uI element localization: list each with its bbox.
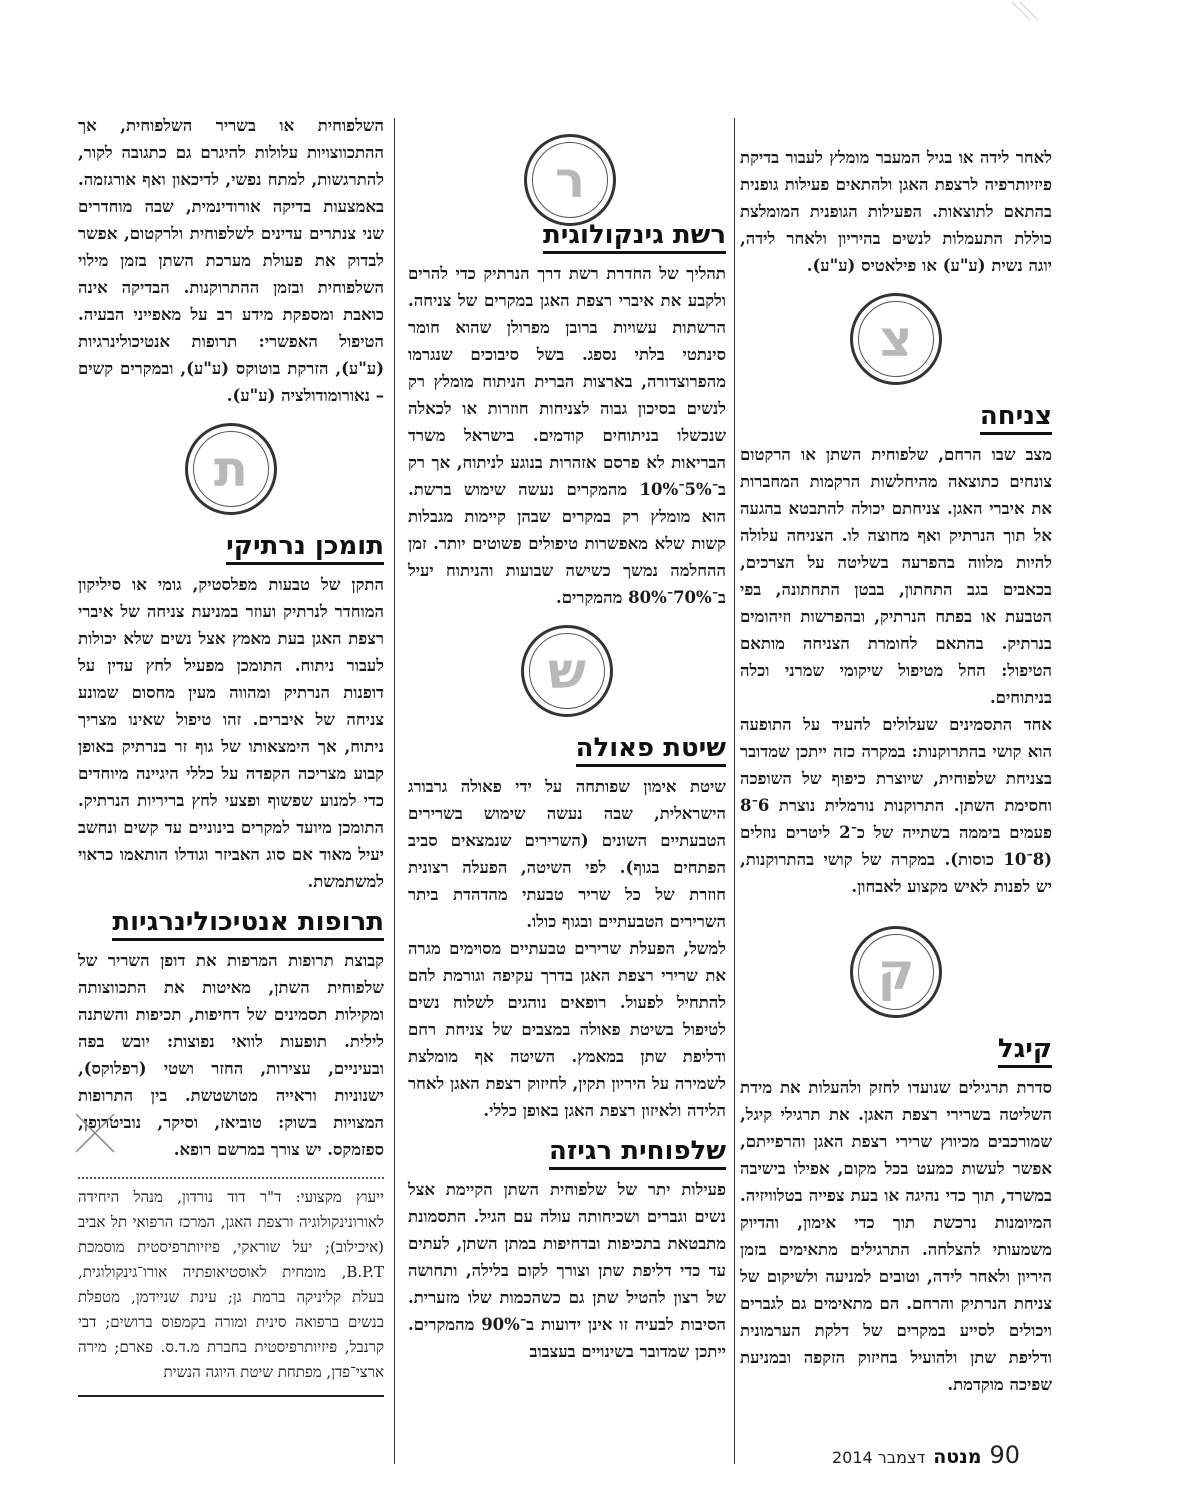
- kegel-paragraph: סדרת תרגילים שנועדו לחזק ולהעלות את מידת השליטה בשרירי רצפת האגן. את תרגילי קיגל, שמורכבים מכיווץ שרירי רצפת האגן והרפייתם, אפשר לעשות כמעט בכל מקום, אפילו בישיבה במשרד, תוך כדי נהיגה או בעת צפייה בטלוויזיה. המיומנות נרכשת תוך כדי אימון, והדיוק משמעותי להצלחה. התרגילים מתאימים בזמן היריון ולאחר לידה, וטובים למניעה ולשיקום של צניחת הנרתיק והרחם. הם מתאימים גם לגברים ויכולים לסייע במקרים של דלקת הערמונית ודליפת שתן ולהועיל בחיזוק הזקפה ובמניעת שפיכה מוקדמת.: [740, 1078, 1052, 1394]
- paula-paragraph-1: שיטת אימון שפותחה על ידי פאולה גרבורג הישראלית, שבה נעשה שימוש בשרירים הטבעתיים השונים (השרירים שנמצאים סביב הפתחים בגוף). לפי השיטה, הפעלה רצונית חוזרת של כל שריר טבעתי מהדהדת ביתר השרירים הטבעתיים ובגוף כולו.: [408, 777, 726, 931]
- column-rule-right: [734, 118, 735, 1464]
- middle-column: [408, 151, 726, 1365]
- right-intro-paragraph: לאחר לידה או בגיל המעבר מומלץ לעבור בדיקת פיזיותרפיה לרצפת האגן ולהתאים פעילות גופנית בהתאם לתוצאות. הפעילות הגופנית המומלצת כוללת התעמלות לנשים בהיריון ולאחר לידה, יוגה נשית (ע"ע) או פילאטיס (ע"ע).: [740, 148, 1052, 275]
- letter-badge-tav: ת: [185, 423, 277, 515]
- heading-vaginal-pessary: תומכן נרתיקי: [78, 529, 384, 563]
- issue-date: דצמבר 2014: [832, 1448, 926, 1467]
- heading-anticholinergic-drugs: תרופות אנטיכולינרגיות: [78, 905, 384, 939]
- page-number: 90: [989, 1441, 1021, 1469]
- left-column: [78, 112, 384, 1397]
- letter-badge-tsadi: צ: [850, 293, 942, 385]
- bladder-paragraph: פעילות יתר של שלפוחית השתן הקיימת אצל נשים וגברים ושכיחותה עולה עם הגיל. התסמונת מתבטאת בתכיפות ובדחיפות במתן השתן, לעתים עד כדי דליפת שתן וצורך לקום בלילה, ותחושה של רצון להטיל שתן גם כשהכמות שלו מזערית. הסיבות לבעיה זו אינן ידועות ב־90% מהמקרים. ייתכן שמדובר בשינויים בעצבוב: [408, 1180, 726, 1361]
- paula-paragraph-2: למשל, הפעלת שרירים טבעתיים מסוימים מגרה את שרירי רצפת האגן בדרך עקיפה וגורמת להם להתחיל לפעול. רופאים נוהגים לשלוח נשים לטיפול בשיטת פאולה במצבים של צניחת רחם ודליפת שתן במאמץ. השיטה אף מומלצת לשמירה על היריון תקין, לחיזוק רצפת האגן לאחר הלידה ולאיזון רצפת האגן באופן כללי.: [408, 939, 726, 1120]
- heading-gynecologic-mesh: רשת גינקולוגית: [408, 218, 726, 252]
- dotted-divider: [78, 1177, 384, 1179]
- heading-kegel: קיגל: [740, 1032, 1052, 1066]
- letter-badge-resh: ר: [524, 134, 616, 226]
- heading-tsnicha: צניחה: [740, 399, 1052, 433]
- page-footer: [832, 1441, 1020, 1469]
- pessary-paragraph: התקן של טבעות מפלסטיק, גומי או סיליקון המוחדר לנרתיק ועוזר במניעת צניחה של איברי רצפת האגן בעת מאמץ אצל נשים שלא יכולות לעבור ניתוח. התומכן מפעיל לחץ עדין על דופנות הנרתיק ומהווה מעין מחסום שמונע צניחה של איברים. זהו טיפול שאינו מצריך ניתוח, אך הימצאותו של גוף זר בנרתיק באופן קבוע מצריכה הקפדה על כללי היגיינה מיוחדים כדי למנוע שפשוף ופצעי לחץ בריריות הנרתיק. התומכן מיועד למקרים בינוניים עד קשים ונחשב יעיל מאוד אם סוג האביזר וגודלו הותאמו כראוי למשתמשת.: [78, 575, 384, 891]
- anticholinergic-paragraph: קבוצת תרופות המרפות את דופן השריר של שלפוחית השתן, מאיטות את התכווצותה ומקילות תסמינים של דחיפות, תכיפות והשתנה לילית. תופעות לוואי נפוצות: יובש בפה ובעיניים, עצירות, החזר ושטי (רפלוקס), ישנוניות וראייה מטושטשת. בין התרופות המצויות בשוק: טוביאז, וסיקר, נוביטרופן, ספזמקס. יש צורך במרשם רופא.: [78, 951, 384, 1159]
- letter-badge-kuf: ק: [850, 926, 942, 1018]
- heading-paula-method: שיטת פאולה: [408, 731, 726, 765]
- tsnicha-paragraph-2: אחד התסמינים שעלולים להעיד על התופעה הוא קושי בהתרוקנות: במקרה כזה ייתכן שמדובר בצניחת שלפוחית, שיוצרת כיפוף של השופכה וחסימת השתן. התרוקנות נורמלית נוצרת 6־8 פעמים ביממה בשתייה של כ־2 ליטרים נוזלים (8־10 כוסות). במקרה של קושי בהתרוקנות, יש לפנות לאיש מקצוע לאבחון.: [740, 715, 1052, 896]
- magazine-name: מנטה: [933, 1446, 982, 1468]
- bladder-continued-paragraph: השלפוחית או בשריר השלפוחית, אך ההתכווצויות עלולות להיגרם גם כתגובה לקור, להתרגשות, למתח נפשי, לדיכאון ואף אורגזמה. באמצעות בדיקה אורודינמית, שבה מוחדרים שני צנתרים עדינים לשלפוחית ולרקטום, אפשר לבדוק את פעולת מערכת השתן בזמן מילוי השלפוחית ובזמן ההתרוקנות. הבדיקה אינה כואבת ומספקת מידע רב על מאפייני הבעיה. הטיפול האפשרי: תרופות אנטיכולינרגיות (ע"ע), הזרקת בוטוקס (ע"ע), ובמקרים קשים – נאורומודולציה (ע"ע).: [78, 116, 384, 405]
- cross-mark-icon: [70, 1108, 120, 1158]
- professional-consultation-credits: ייעוץ מקצועי: ד"ר דוד נורדון, מנהל היחידה לאורונינקולוגיה ורצפת האגן, המרכז הרפואי תל אביב (איכילוב); יעל שוראקי, פיזיותרפיסטית מוסמכת B.P.T, מומחית לאוסטיאופתיה אורו־גינקולוגית, בעלת קליניקה ברמת גן; עינת שניידמן, מטפלת בנשים ברפואה סינית ומורה בקמפוס ברושים; דבי קרנבל, פיזיותרפיסטית בחברת מ.ד.ס. פארם; מירה ארצי־פדן, מפתחת שיטת היוגה הנשית: [78, 1188, 384, 1381]
- heading-overactive-bladder: שלפוחית רגיזה: [408, 1134, 726, 1168]
- right-column: [740, 144, 1052, 1398]
- letter-badge-shin: ש: [521, 625, 613, 717]
- tsnicha-paragraph-1: מצב שבו הרחם, שלפוחית השתן או הרקטום צונחים כתוצאה מהיחלשות הרקמות המחברות את איברי האגן. צניחתם יכולה להתבטא בהגעה אל תוך הנרתיק ואף מחוצה לו. הצניחה עלולה להיות מלווה בהפרעה בשליטה על הצרכים, בכאבים בגב התחתון, בבטן התחתונה, בפי הטבעת או בפתח הנרתיק, ובהפרשות וזיהומים בנרתיק. בהתאם לחומרת הצניחה מותאם הטיפול: החל מטיפול שיקומי שמרני וכלה בניתוחים.: [740, 445, 1052, 707]
- column-rule-left: [394, 118, 395, 1464]
- corner-scratch-mark: [1008, 0, 1048, 24]
- mesh-paragraph: תהליך של החדרת רשת דרך הנרתיק כדי להרים ולקבע את איברי רצפת האגן במקרים של צניחה. הרשתות עשויות ברובן מפרולן שהוא חומר סינתטי בלתי נספג. בשל סיבוכים שנגרמו מהפרוצדורה, בארצות הברית הניתוח מומלץ רק לנשים בסיכון גבוה לצניחות חוזרות או לכאלה שנכשלו בניתוחים קודמים. בישראל משרד הבריאות לא פרסם אזהרות בנוגע לניתוח, אך רק ב־5%־10% מהמקרים נעשה שימוש ברשת. הוא מומלץ רק במקרים שבהן קיימות מגבלות קשות שלא מאפשרות טיפולים פשוטים יותר. זמן ההחלמה נמשך כשישה שבועות והניתוח יעיל ב־70%־80% מהמקרים.: [408, 264, 726, 607]
- consult-bottom-rule: [78, 1395, 384, 1397]
